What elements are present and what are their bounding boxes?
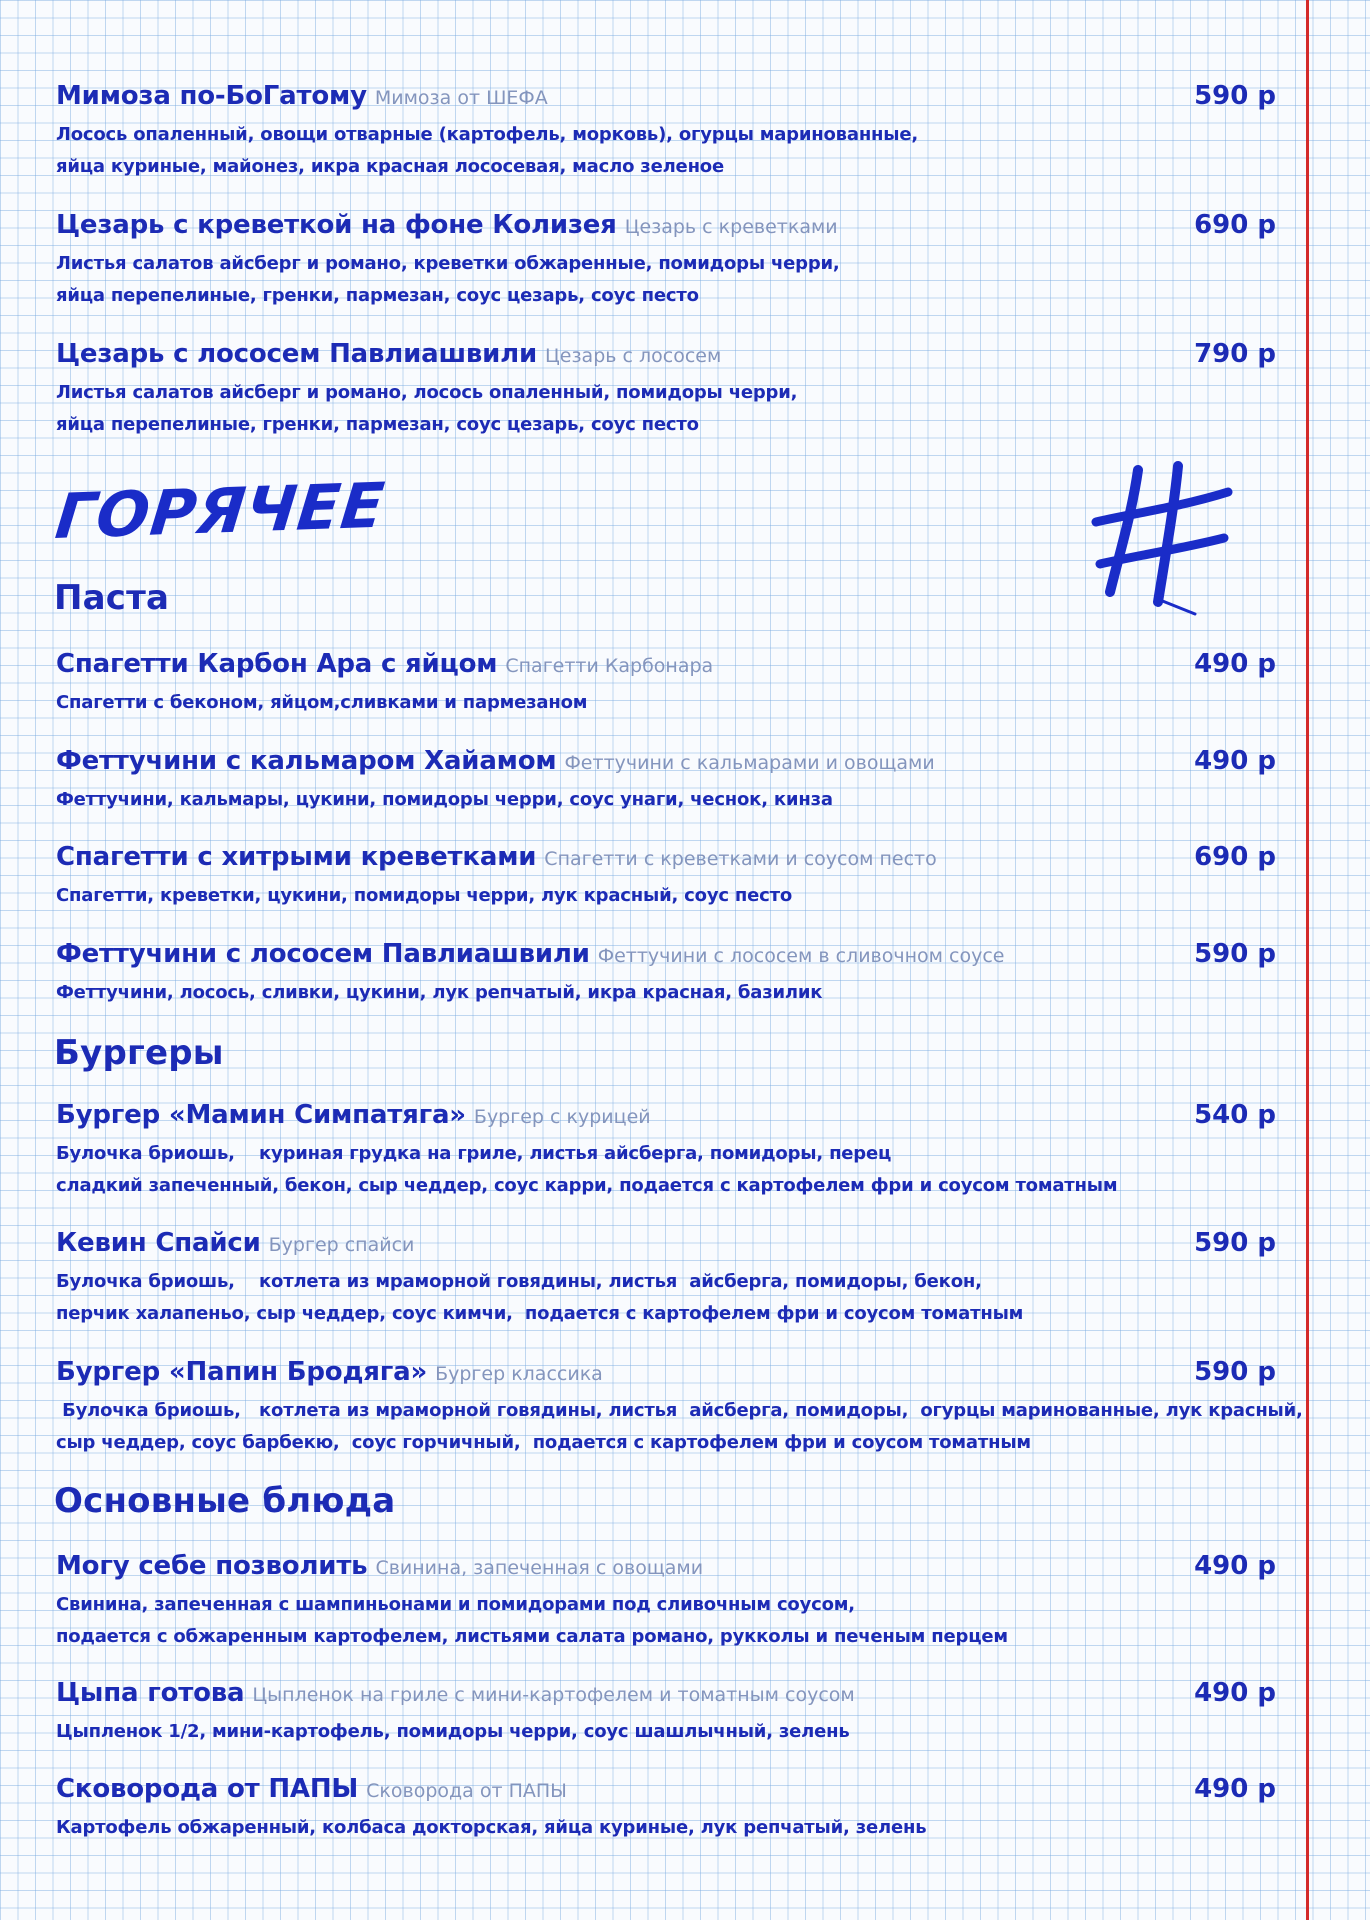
dish-price: 590 р [1194,81,1276,111]
hash-doodle-icon [1090,452,1235,617]
dish-subtitle: Бургер с курицей [473,1106,651,1128]
category-heading-pasta: Паста [54,578,170,618]
dish-description-line: Булочка бриошь, котлета из мраморной говядины, листья айсберга, помидоры, огурцы маринованные, лук красный, [56,1400,1303,1421]
menu-item-burger-mamin [56,1100,1276,1202]
dish-name: Сковорода от ПАПЫ [56,1774,359,1804]
dish-name: Феттучини с лососем Павлиашвили [56,939,590,969]
dish-subtitle: Феттучини с лососем в сливочном соусе [597,945,1005,967]
dish-name: Могу себе позволить [56,1551,368,1581]
dish-subtitle: Феттучини с кальмарами и овощами [564,752,935,774]
dish-name: Бургер «Мамин Симпатяга» [56,1100,466,1130]
category-heading-burgers: Бургеры [54,1033,224,1073]
dish-description-line: яйца перепелиные, гренки, пармезан, соус цезарь, соус песто [56,285,699,306]
dish-description-line: Феттучини, кальмары, цукини, помидоры черри, соус унаги, чеснок, кинза [56,789,833,810]
menu-item-pork [56,1551,1276,1653]
dish-price: 790 р [1194,339,1276,369]
dish-description-line: сладкий запеченный, бекон, сыр чеддер, соус карри, подается с картофелем фри и соусом томатным [56,1175,1118,1196]
dish-description-line: Булочка бриошь, куриная грудка на гриле, листья айсберга, помидоры, перец [56,1143,892,1164]
menu-item-caesar-shrimp [56,210,1276,312]
dish-name: Спагетти с хитрыми креветками [56,842,537,872]
dish-name: Феттучини с кальмаром Хайамом [56,746,557,776]
dish-subtitle: Цыпленок на гриле с мини-картофелем и томатным соусом [252,1684,855,1706]
menu-item-kevin-spicy [56,1228,1276,1330]
dish-subtitle: Бургер спайси [268,1234,415,1256]
dish-description-line: Свинина, запеченная с шампиньонами и помидорами под сливочным соусом, [56,1594,855,1615]
dish-subtitle: Свинина, запеченная с овощами [375,1557,704,1579]
dish-name: Цезарь с лососем Павлиашвили [56,339,538,369]
dish-name: Мимоза по-БоГатому [56,81,367,111]
menu-item-burger-papin [56,1357,1303,1459]
menu-item-fettuccine-salmon [56,939,1276,1009]
menu-item-spaghetti-shrimp [56,842,1276,912]
section-title-hot: ГОРЯЧЕЕ [52,468,389,553]
dish-description-line: Лосось опаленный, овощи отварные (картофель, морковь), огурцы маринованные, [56,124,919,145]
dish-name: Спагетти Карбон Ара с яйцом [56,649,498,679]
dish-description-line: подается с обжаренным картофелем, листьями салата романо, рукколы и печеным перцем [56,1626,1008,1647]
dish-description-line: яйца куриные, майонез, икра красная лососевая, масло зеленое [56,156,724,177]
dish-description-line: Листья салатов айсберг и романо, креветки обжаренные, помидоры черри, [56,253,840,274]
dish-description-line: Булочка бриошь, котлета из мраморной говядины, листья айсберга, помидоры, бекон, [56,1271,982,1292]
dish-description-line: сыр чеддер, соус барбекю, соус горчичный, подается с картофелем фри и соусом томатным [56,1432,1031,1453]
dish-price: 540 р [1194,1100,1276,1130]
dish-subtitle: Сковорода от ПАПЫ [366,1780,567,1802]
dish-subtitle: Мимоза от ШЕФА [374,87,548,109]
dish-subtitle: Цезарь с креветками [624,216,838,238]
dish-name: Цезарь с креветкой на фоне Колизея [56,210,617,240]
dish-price: 690 р [1194,842,1276,872]
dish-price: 490 р [1194,1678,1276,1708]
dish-name: Цыпа готова [56,1678,245,1708]
dish-price: 490 р [1194,1774,1276,1804]
dish-description-line: Цыпленок 1/2, мини-картофель, помидоры черри, соус шашлычный, зелень [56,1721,850,1742]
menu-item-mimosa [56,81,1276,183]
dish-price: 590 р [1194,1228,1276,1258]
dish-description-line: Феттучини, лосось, сливки, цукини, лук репчатый, икра красная, базилик [56,982,823,1003]
dish-subtitle: Бургер классика [435,1363,603,1385]
dish-description-line: Спагетти с беконом, яйцом,сливками и пармезаном [56,692,588,713]
dish-subtitle: Спагетти Карбонара [505,655,714,677]
dish-price: 590 р [1194,1357,1276,1387]
dish-description-line: Листья салатов айсберг и романо, лосось опаленный, помидоры черри, [56,382,798,403]
dish-name: Бургер «Папин Бродяга» [56,1357,428,1387]
dish-description-line: Спагетти, креветки, цукини, помидоры черри, лук красный, соус песто [56,885,792,906]
menu-item-skillet [56,1774,1276,1844]
dish-price: 490 р [1194,1551,1276,1581]
dish-description-line: Картофель обжаренный, колбаса докторская, яйца куриные, лук репчатый, зелень [56,1817,927,1838]
dish-subtitle: Спагетти с креветками и соусом песто [544,848,937,870]
category-heading-mains: Основные блюда [54,1481,396,1521]
dish-price: 490 р [1194,746,1276,776]
margin-line [1306,0,1309,1920]
dish-description-line: яйца перепелиные, гренки, пармезан, соус цезарь, соус песто [56,414,699,435]
dish-subtitle: Цезарь с лососем [545,345,722,367]
menu-item-caesar-salmon [56,339,1276,441]
dish-name: Кевин Спайси [56,1228,261,1258]
dish-price: 690 р [1194,210,1276,240]
menu-item-carbonara [56,649,1276,719]
menu-item-chicken [56,1678,1276,1748]
dish-price: 590 р [1194,939,1276,969]
dish-price: 490 р [1194,649,1276,679]
dish-description-line: перчик халапеньо, сыр чеддер, соус кимчи, подается с картофелем фри и соусом томатным [56,1303,1024,1324]
menu-item-fettuccine-squid [56,746,1276,816]
